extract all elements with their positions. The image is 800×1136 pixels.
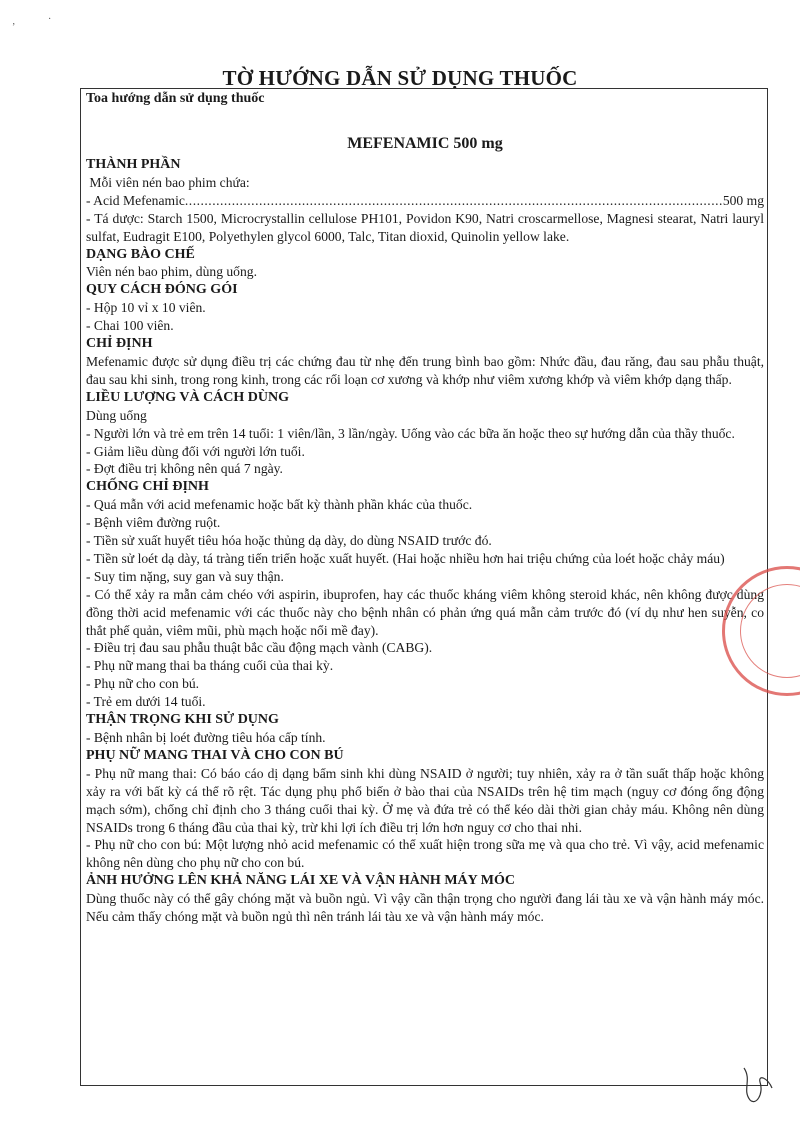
list-item: - Phụ nữ mang thai: Có báo cáo dị dạng bẩm sinh khi dùng NSAID ở người; tuy nhiên, xảy ra ở tần suất thấp hoặc không xảy ra với bất kỳ cá thể rõ rệt. Tác dụng phụ phổ biến ở bào thai của NSAIDs trên hệ tim mạch (nguy cơ đóng ống động mạch sớm), chống chỉ định cho 3 tháng cuối thai kỳ. Ở mẹ và đứa trẻ có thể kéo dài thời gian chảy máu. Không nên dùng NSAIDs trong 6 tháng đầu của thai kỳ, trừ khi lợi ích điều trị lớn hơn nguy cơ cho thai nhi. [86,765,764,835]
driving-text: Dùng thuốc này có thể gây chóng mặt và buồn ngủ. Vì vậy cần thận trọng cho người đang lái tàu xe và vận hành máy móc. Nếu cảm thấy chóng mặt và buồn ngủ thì nên tránh lái tàu xe và vận hành máy móc. [86,891,764,925]
scan-mark: ʼ [12,22,16,33]
section-heading-contraindications: CHỐNG CHỈ ĐỊNH [86,479,209,495]
list-item: - Hộp 10 vỉ x 10 viên. [86,300,206,316]
list-item: - Bệnh nhân bị loét đường tiêu hóa cấp tính. [86,730,326,745]
section-heading-dosage: LIỀU LƯỢNG VÀ CÁCH DÙNG [86,389,290,405]
signature-mark [738,1060,778,1110]
list-item: - Giảm liều dùng đối với người lớn tuổi. [86,443,305,459]
list-item: - Bệnh viêm đường ruột. [86,515,221,531]
section-heading-pregnancy: PHỤ NỮ MANG THAI VÀ CHO CON BÚ [86,747,344,763]
list-item: - Tiền sử loét dạ dày, tá tràng tiến triển hoặc xuất huyết. (Hai hoặc nhiều hơn hai triệu chứng của loét hoặc chảy máu) [86,550,725,566]
list-item: - Tiền sử xuất huyết tiêu hóa hoặc thủng dạ dày, do dùng NSAID trước đó. [86,533,492,549]
active-ingredient-label: - Acid Mefenamic [86,192,185,208]
composition-intro: Mỗi viên nén bao phim chứa: [89,174,250,190]
list-item: - Chai 100 viên. [86,318,174,334]
list-item: - Trẻ em dưới 14 tuổi. [86,694,206,710]
list-item: - Đợt điều trị không nên quá 7 ngày. [86,461,283,477]
leader-dots [185,192,723,210]
section-heading-driving: ẢNH HƯỞNG LÊN KHẢ NĂNG LÁI XE VÀ VẬN HÀNH MÁY MÓC [86,873,515,889]
section-heading-precautions: THẬN TRỌNG KHI SỬ DỤNG [86,712,279,728]
section-heading-packaging: QUY CÁCH ĐÓNG GÓI [86,282,238,298]
excipients-text: - Tá dược: Starch 1500, Microcrystallin cellulose PH101, Povidon K90, Natri croscarmellose, Magnesi stearat, Natri lauryl sulfat, Eudragit E100, Polyethylen glycol 6000, Talc, Titan dioxid, Quinolin yellow lake. [86,210,764,244]
section-heading-dosage-form: DẠNG BÀO CHẾ [86,246,195,262]
list-item: - Người lớn và trẻ em trên 14 tuổi: 1 viên/lần, 3 lần/ngày. Uống vào các bữa ăn hoặc theo sự hướng dẫn của thầy thuốc. [86,425,735,441]
list-item: - Phụ nữ cho con bú: Một lượng nhỏ acid mefenamic có thể xuất hiện trong sữa mẹ và qua cho trẻ. Vì vậy, acid mefenamic không nên dùng cho phụ nữ cho con bú. [86,837,764,871]
scan-mark: · [48,14,52,25]
section-heading-composition: THÀNH PHẦN [86,157,181,172]
page-title: TỜ HƯỚNG DẪN SỬ DỤNG THUỐC [222,66,578,90]
document-body [86,134,764,926]
list-item: - Phụ nữ cho con bú. [86,676,200,692]
active-ingredient-value: 500 mg [722,192,764,208]
list-item: - Có thể xảy ra mẫn cảm chéo với aspirin, ibuprofen, hay các thuốc kháng viêm không steroid khác, nên không được dùng đồng thời acid mefenamic với các thuốc này cho bệnh nhân có phản ứng quá mẫn cảm trước đó (ví dụ như hen suyễn, co thắt phế quản, viêm mũi, phù mạch hoặc nổi mề đay). [86,586,764,638]
product-name: MEFENAMIC 500 mg [347,135,503,152]
list-item: Dùng uống [86,407,147,423]
indications-text: Mefenamic được sử dụng điều trị các chứng đau từ nhẹ đến trung bình bao gồm: Nhức đầu, đau răng, đau sau phẫu thuật, đau sau khi sinh, trong rong kinh, trong các rối loạn cơ xương và khớp như viêm xương khớp và viêm khớp dạng thấp. [86,353,764,387]
list-item: - Quá mẫn với acid mefenamic hoặc bất kỳ thành phần khác của thuốc. [86,497,473,513]
active-ingredient-row [86,192,764,210]
list-item: - Suy tim nặng, suy gan và suy thận. [86,568,284,584]
dosage-form-text: Viên nén bao phim, dùng uống. [86,264,257,280]
list-item: - Điều trị đau sau phẫu thuật bắc cầu động mạch vành (CABG). [86,640,433,656]
list-item: - Phụ nữ mang thai ba tháng cuối của thai kỳ. [86,658,334,674]
frame-header: Toa hướng dẫn sử dụng thuốc [86,91,265,106]
section-heading-indications: CHỈ ĐỊNH [86,336,153,352]
